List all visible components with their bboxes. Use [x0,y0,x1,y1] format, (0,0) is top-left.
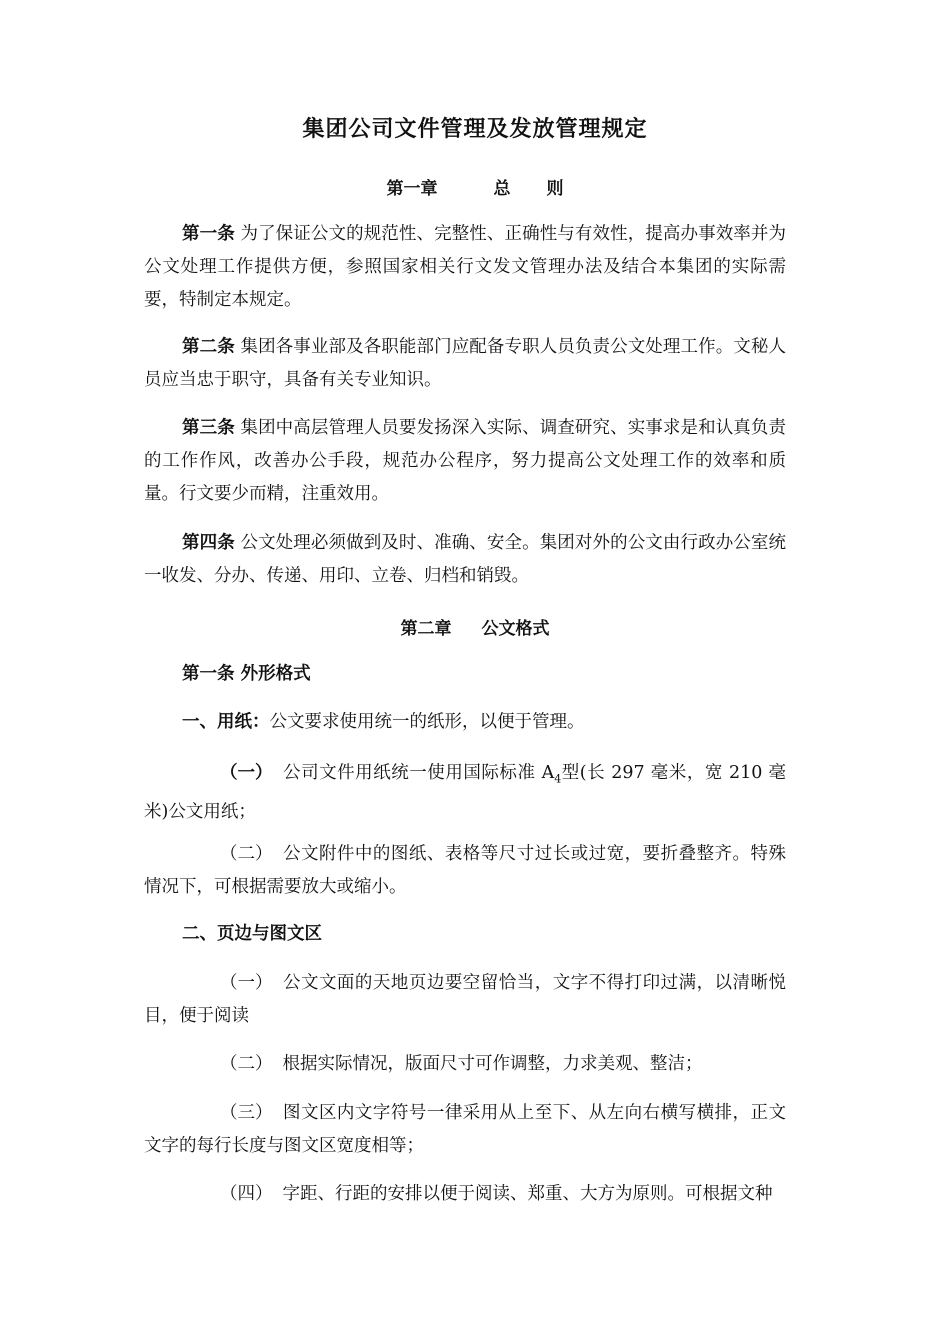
section-2-item-2 [144,1048,786,1081]
article-label: 第一条 [182,664,235,684]
item-mark: （一） [220,973,273,993]
section-text: 公文要求使用统一的纸形，以便于管理。 [269,712,585,732]
article-label: 第四条 [182,533,235,553]
section-2-item-3 [144,1097,786,1163]
section-label: 一、用纸： [182,712,270,732]
article-text: 外形格式 [240,664,311,684]
article-label: 第三条 [182,418,235,438]
section-label: 二、页边与图文区 [182,924,322,944]
chapter-2-label: 第二章 [400,619,452,639]
article-text: 集团中高层管理人员要发扬深入实际、调查研究、实事求是和认真负责的工作作风，改善办公手段，规范办公程序，努力提高公文处理工作的效率和质量。行文要少而精，注重效用。 [144,418,787,504]
chapter-1-name: 总 [493,179,511,199]
article-label: 第二条 [182,337,235,357]
article-text: 为了保证公文的规范性、完整性、正确性与有效性，提高办事效率并为公文处理工作提供方便，参照国家相关行文发文管理办法及结合本集团的实际需要，特制定本规定。 [144,224,787,310]
item-text: 字距、行距的安排以便于阅读、郑重、大方为原则。可根据文种 [282,1184,773,1204]
article-1 [144,218,786,317]
section-1-item-2 [144,838,786,904]
section-2 [182,918,322,951]
section-1-item-1 [144,757,786,829]
chapter-1-label: 第一章 [386,179,438,199]
item-mark: （四） [220,1184,273,1204]
item-mark: （二） [220,844,273,864]
chapter-2-heading [0,614,950,639]
article-4 [144,527,786,593]
section-1 [144,706,786,739]
item-text: 公文附件中的图纸、表格等尺寸过长或过宽，要折叠整齐。特殊情况下，可根据需要放大或缩小。 [144,844,786,897]
item-mark: （二） [220,1054,273,1074]
chapter-2-name: 公文格式 [481,619,550,639]
chapter-1-heading [0,174,950,199]
document-title: 集团公司文件管理及发放管理规定 [302,117,648,142]
section-2-item-4 [144,1178,786,1211]
chapter-1-name2: 则 [546,179,564,199]
article-3 [144,412,786,511]
item-mark: （三） [220,1103,273,1123]
item-text: 图文区内文字符号一律采用从上至下、从左向右横写横排，正文文字的每行长度与图文区宽度相等； [144,1103,786,1156]
article-label: 第一条 [182,224,235,244]
item-text-b: 型(长 297 毫米，宽 210 毫米)公文用纸； [144,763,786,822]
article-text: 集团各事业部及各职能部门应配备专职人员负责公文处理工作。文秘人员应当忠于职守，具备有关专业知识。 [144,337,787,390]
item-text: 公文文面的天地页边要空留恰当，文字不得打印过满，以清晰悦目，便于阅读 [144,973,786,1026]
ch2-article-1 [182,658,311,691]
item-mark: （一） [220,763,273,783]
item-text: 根据实际情况，版面尺寸可作调整，力求美观、整洁； [282,1054,703,1074]
article-2 [144,331,786,397]
item-text-sub: 4 [554,772,562,786]
section-2-item-1 [144,967,786,1033]
item-text-a: 公司文件用纸统一使用国际标准 A [282,763,555,783]
article-text: 公文处理必须做到及时、准确、安全。集团对外的公文由行政办公室统一收发、分办、传递、用印、立卷、归档和销毁。 [144,533,787,586]
